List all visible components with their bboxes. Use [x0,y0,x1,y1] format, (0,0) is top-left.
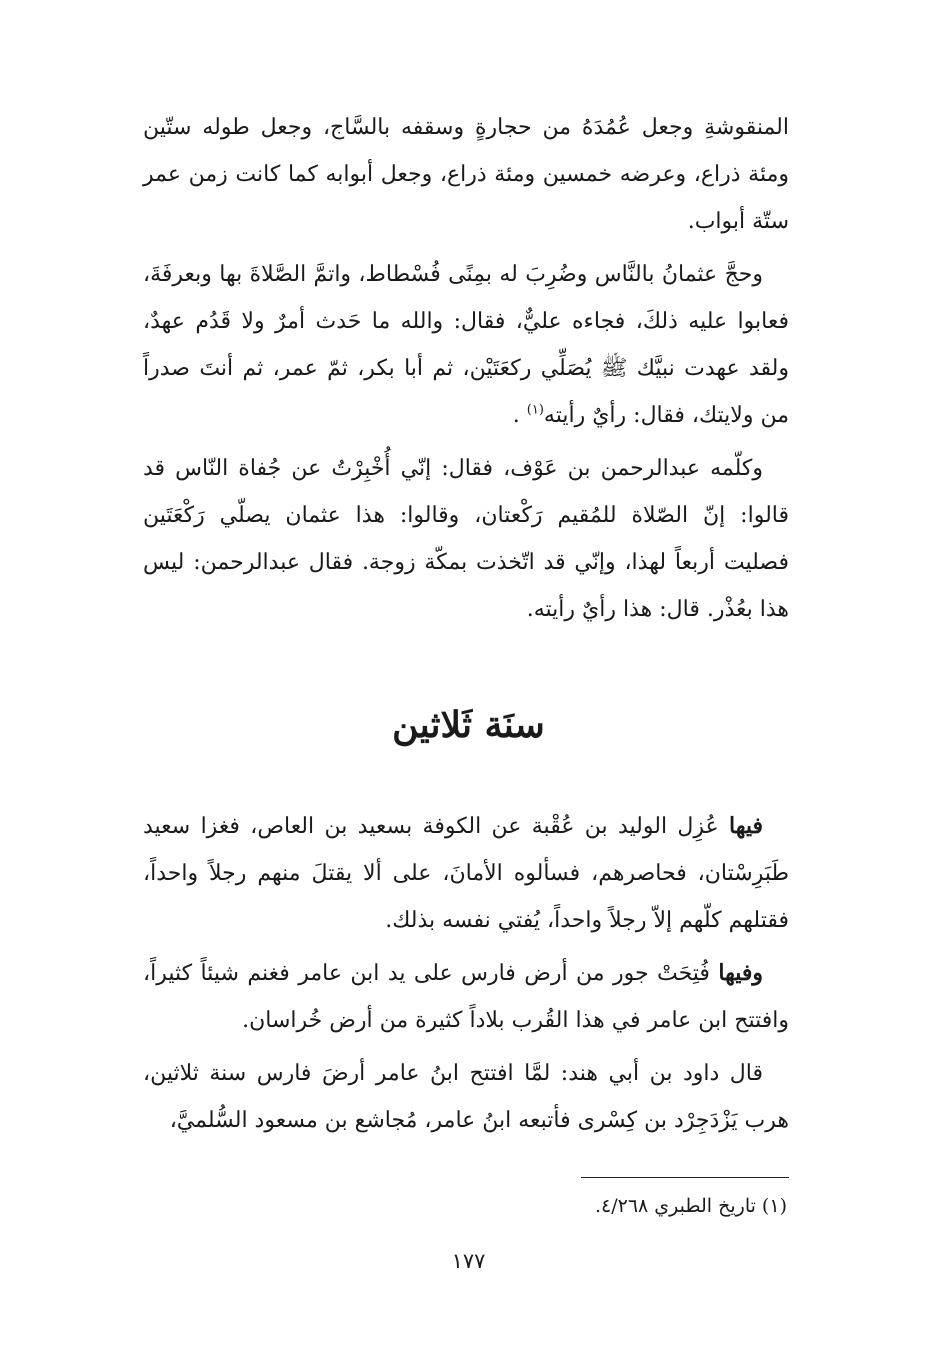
footnote-reference: (١) [526,402,544,418]
paragraph-4 [143,803,789,944]
section-heading: سنَة ثَلاثين [392,704,545,746]
paragraph-2-end: . [512,403,527,428]
paragraph-2-text: وحجَّ عثمانُ بالنَّاس وضُرِبَ له بمِنًى فُسْطاط، واتمَّ الصَّلاةَ بها وبعرفَةَ، فعابوا عليه ذلكَ، فجاءه عليٌّ، فقال: والله ما حَدث أمرٌ ولا قَدُم عهدٌ، ولقد عهدت نبيَّك ﷺ يُصَلِّي ركعَتَيْن، ثم أبا بكر، ثمّ عمر، ثم أنتَ صدراً من ولايتك، فقال: رأيٌ رأيته [143,262,789,428]
footnote: (١) تاريخ الطبري ٤/٢٦٨. [594,1195,787,1217]
paragraph-4-lead: فيها [729,813,763,839]
main-text-top [143,104,789,633]
main-text-bottom [143,803,789,1144]
paragraph-6 [143,1050,789,1144]
paragraph-4-text: عُزِل الوليد بن عُقْبة عن الكوفة بسعيد بن العاص، فغزا سعيد طَبَرِسْتان، فحاصرهم، فسألوه الأمانَ، على ألا يقتلَ منهم رجلاً واحداً، فقتلهم كلّهم إلاّ رجلاً واحداً، يُفتي نفسه بذلك. [143,814,789,933]
paragraph-1: المنقوشةِ وجعل عُمُدَهُ من حجارةٍ وسقفه بالسَّاج، وجعل طوله ستّين ومئة ذراع، وعرضه خمسين ومئة ذراع، وجعل أبوابه كما كانت زمن عمر ستّة أبواب. [143,115,789,234]
paragraph-3: وكلّمه عبدالرحمن بن عَوْف، فقال: إنّي أُخْبِرْتُ عن جُفاة النّاس قد قالوا: إنّ الصّلاة للمُقيم رَكْعتان، وقالوا: هذا عثمان يصلّي رَكْعَتَين فصليت أربعاً لهذا، وإنّي قد اتّخذت بمكّة زوجة. فقال عبدالرحمن: ليس هذا بعُذْر. قال: هذا رأيٌ رأيته. [143,456,789,622]
paragraph-6-text: قال داود بن أبي هند: لمَّا افتتح ابنُ عامر أرضَ فارس سنة ثلاثين، هرب يَزْدَجِرْد بن كِسْرى فأتبعه ابنُ عامر، مُجاشع بن مسعود السُّلميَّ، [143,1061,789,1133]
paragraph-5-lead: وفيها [718,960,763,986]
page-number: ١٧٧ [451,1249,486,1273]
paragraph-5-text: فُتِحَتْ جور من أرض فارس على يد ابن عامر فغنم شيئاً كثيراً، وافتتح ابن عامر في هذا القُرب بلاداً كثيرة من أرض خُراسان. [143,961,789,1033]
paragraph-5 [143,950,789,1044]
footnote-divider [581,1177,789,1178]
paragraph-2 [143,251,789,439]
